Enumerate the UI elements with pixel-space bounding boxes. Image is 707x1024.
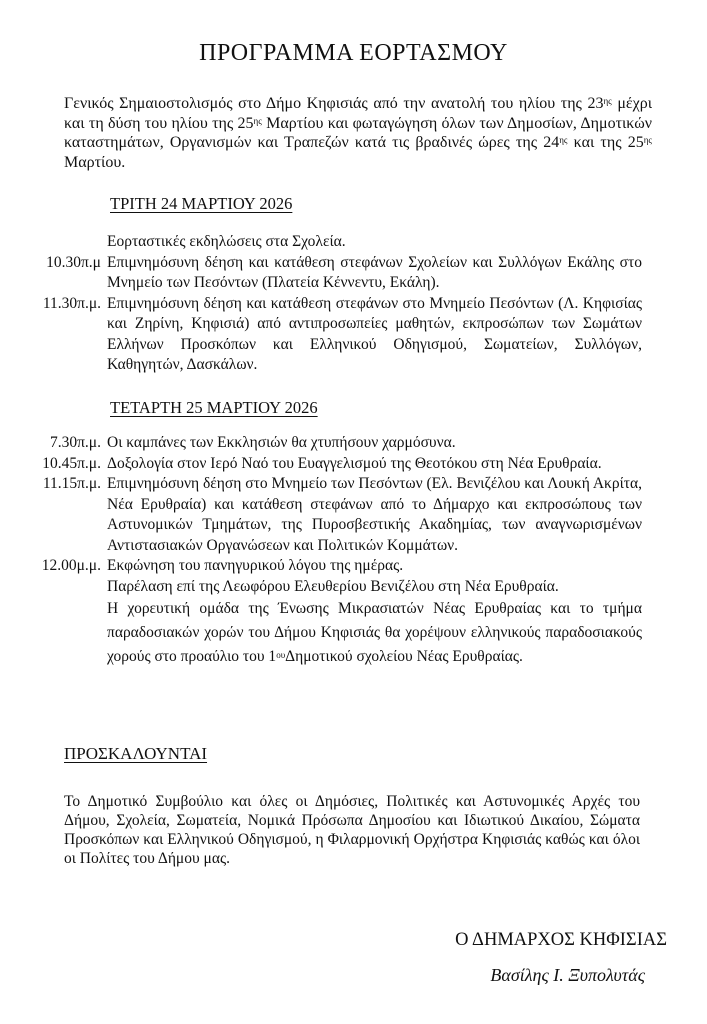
schedule-item bbox=[22, 556, 642, 577]
dance-sup: ου bbox=[276, 650, 286, 660]
schedule-item bbox=[22, 232, 642, 253]
intro-text-4: και της 25 bbox=[567, 134, 644, 151]
schedule-time: 10.45π.μ. bbox=[42, 454, 101, 472]
schedule-text: Επιμνημόσυνη δέηση στο Μνημείο των Πεσόντων (Ελ. Βενιζέλου και Λουκή Ακρίτα, Νέα Ερυθραία) και κατάθεση στεφάνων από το Δήμαρχο και εκπροσώπους των Αστυνομικών Τμημάτων, της Πυροσβεστικής Ακαδημίας, των αναγνωρισμένων Αντιστασιακών Οργανώσεων και Πολιτικών Κομμάτων. bbox=[107, 475, 642, 554]
schedule-time: 7.30π.μ. bbox=[49, 434, 101, 451]
intro-sup-4: ης bbox=[643, 135, 652, 145]
schedule-item bbox=[22, 474, 642, 556]
page-title: ΠΡΟΓΡΑΜΜΑ ΕΟΡΤΑΣΜΟΥ bbox=[199, 40, 508, 66]
schedule-text: Επιμνημόσυνη δέηση και κατάθεση στεφάνων στο Μνημείο Πεσόντων (Λ. Κηφισίας και Ζηρίνη, Κηφισιά) από αντιπροσωπείες μαθητών, εκπροσώπων των Σωμάτων Ελλήνων Προσκόπων και Ελληνικού Οδηγισμού, Σωματείων, Συλλόγων, Καθηγητών, Δασκάλων. bbox=[107, 294, 642, 373]
schedule-item bbox=[22, 454, 642, 475]
schedule-time: 12.00μ.μ. bbox=[41, 557, 101, 574]
schedule-text: Παρέλαση επί της Λεωφόρου Ελευθερίου Βενιζέλου στη Νέα Ερυθραία. bbox=[107, 577, 559, 595]
day1-heading: ΤΡΙΤΗ 24 ΜΑΡΤΙΟΥ 2026 bbox=[110, 194, 293, 213]
intro-text-1: Γενικός Σημαιοστολισμός στο Δήμο Κηφισιάς από την ανατολή του ηλίου της 23 bbox=[64, 95, 604, 112]
schedule-text: Επιμνημόσυνη δέηση και κατάθεση στεφάνων Σχολείων και Συλλόγων Εκάλης στο Μνημείο των Πεσόντων (Πλατεία Κέννεντυ, Εκάλη). bbox=[107, 253, 642, 291]
schedule-item bbox=[22, 577, 642, 598]
schedule-text: Εκφώνηση του πανηγυρικού λόγου της ημέρας. bbox=[107, 557, 404, 574]
intro-sup-2: ης bbox=[253, 115, 262, 126]
day2-schedule bbox=[22, 433, 642, 669]
schedule-text: Δοξολογία στον Ιερό Ναό του Ευαγγελισμού της Θεοτόκου στη Νέα Ερυθραία. bbox=[107, 454, 602, 472]
schedule-text: Οι καμπάνες των Εκκλησιών θα χτυπήσουν χαρμόσυνα. bbox=[107, 434, 456, 451]
intro-sup-1: ης bbox=[603, 96, 612, 106]
schedule-time: 11.30π.μ. bbox=[42, 294, 101, 312]
schedule-time: 11.15π.μ. bbox=[42, 475, 101, 492]
intro-text-5: Μαρτίου. bbox=[64, 153, 126, 171]
schedule-item bbox=[22, 597, 642, 669]
invite-heading: ΠΡΟΣΚΑΛΟΥΝΤΑΙ bbox=[64, 744, 208, 763]
day1-schedule bbox=[22, 232, 642, 376]
schedule-text: Εορταστικές εκδηλώσεις στα Σχολεία. bbox=[107, 233, 346, 250]
dance-text-1: Η χορευτική ομάδα της Ένωσης Μικρασιατών Νέας Ερυθραίας και το τμήμα παραδοσιακών χορών του Δήμου Κηφισιάς θα χορέψουν ελληνικούς παραδοσιακούς χορούς στο προαύλιο του 1 bbox=[107, 600, 642, 665]
intro-sup-3: ης bbox=[559, 135, 568, 145]
dance-paragraph bbox=[107, 597, 642, 669]
signature-title: Ο ΔΗΜΑΡΧΟΣ ΚΗΦΙΣΙΑΣ bbox=[455, 930, 667, 950]
schedule-item bbox=[22, 294, 642, 376]
intro-paragraph bbox=[64, 94, 652, 172]
schedule-item bbox=[22, 433, 642, 454]
intro-text-3: Μαρτίου και φωταγώγηση όλων των Δημοσίων, Δημοτικών καταστημάτων, Οργανισμών και Τραπεζών κατά τις βραδινές ώρες της 24 bbox=[64, 114, 652, 151]
invite-paragraph: Το Δημοτικό Συμβούλιο και όλες οι Δημόσιες, Πολιτικές και Αστυνομικές Αρχές του Δήμου, Σχολεία, Σωματεία, Νομικά Πρόσωπα Δημοσίου και Ιδιωτικού Δικαίου, Σώματα Προσκόπων και Ελληνικού Οδηγισμού, η Φιλαρμονική Ορχήστρα Κηφισιάς καθώς και όλοι οι Πολίτες του Δήμου μας. bbox=[64, 793, 640, 867]
dance-text-2: Δημοτικού σχολείου Νέας Ερυθραίας. bbox=[285, 648, 523, 665]
schedule-item bbox=[22, 253, 642, 294]
signature-name: Βασίλης Ι. Ξυπολυτάς bbox=[490, 965, 645, 985]
day2-heading: ΤΕΤΑΡΤΗ 25 ΜΑΡΤΙΟΥ 2026 bbox=[110, 398, 318, 417]
intro-text-2: μέχρι και τη δύση του ηλίου της 25 bbox=[64, 95, 653, 132]
schedule-time: 10.30π.μ bbox=[46, 253, 101, 271]
